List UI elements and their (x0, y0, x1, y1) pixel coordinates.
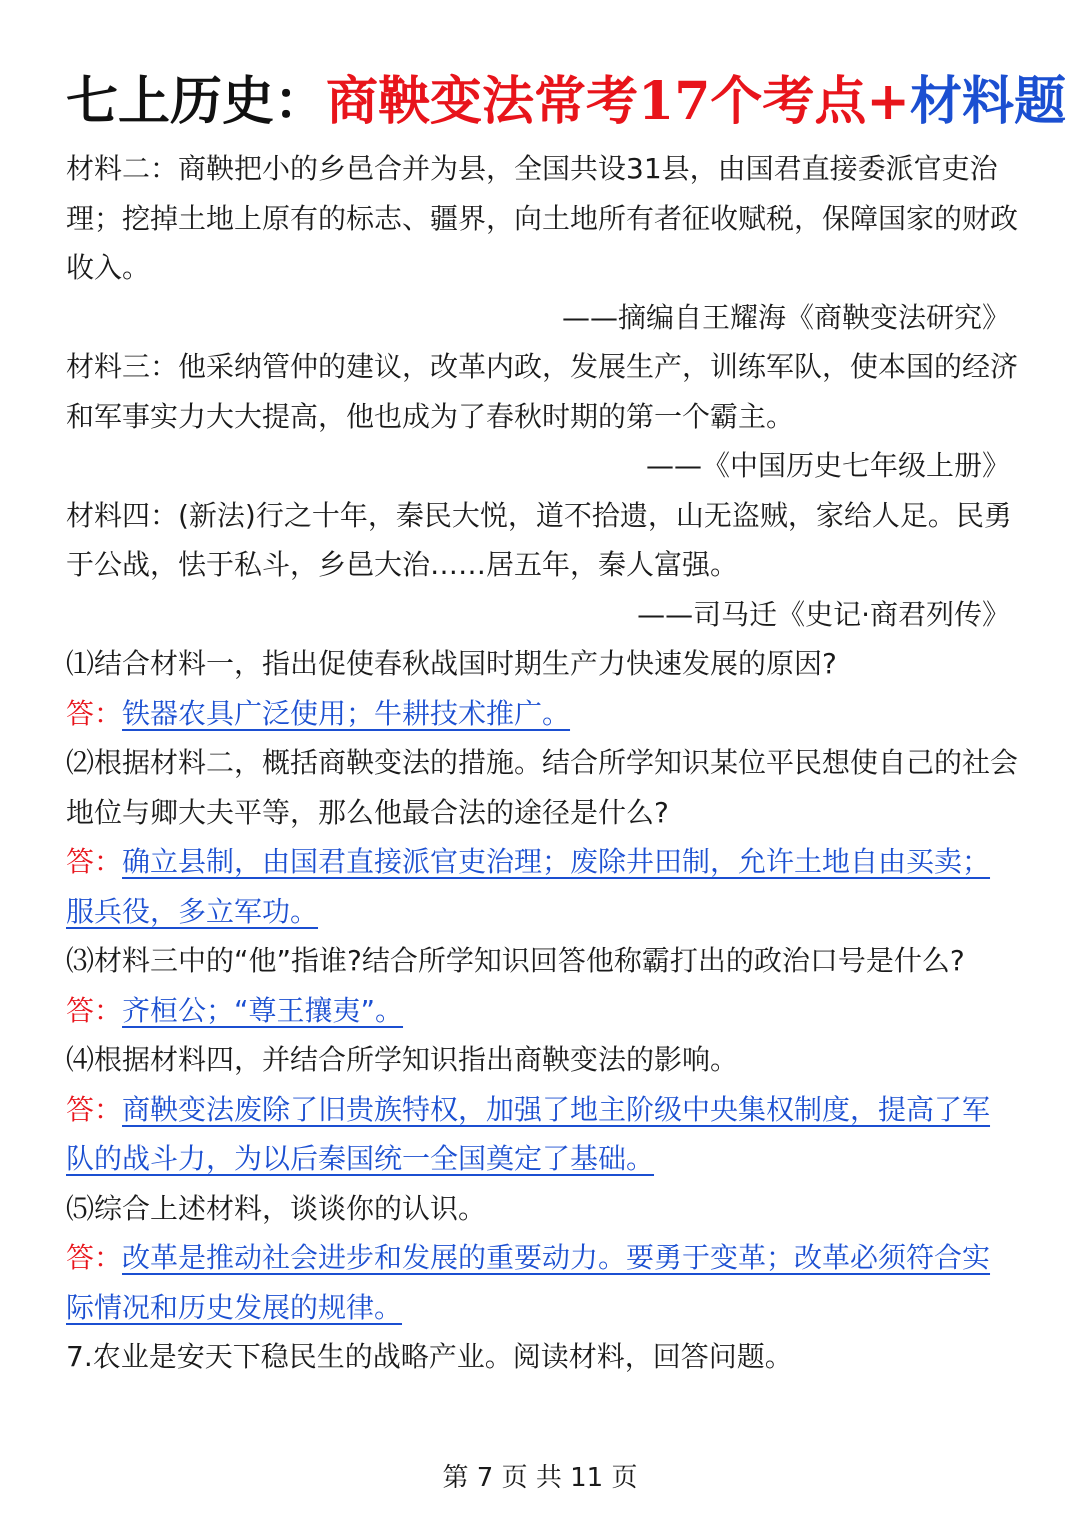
answer (66, 1233, 1018, 1332)
question-text: ⑶材料三中的“他”指谁?结合所学知识回答他称霸打出的政治口号是什么? (66, 944, 965, 977)
material-block-2 (66, 144, 1018, 342)
material-text: 材料四：(新法)行之十年，秦民大悦，道不拾遗，山无盗贼，家给人足。民勇于公战，怯于私斗，乡邑大治……居五年，秦人富强。 (66, 498, 1012, 581)
title-materials: 材料题 (909, 71, 1066, 132)
question-4 (66, 1035, 1018, 1184)
answer-label: 答： (66, 1092, 123, 1126)
answer-text: 确立县制，由国君直接派官吏治理；废除井田制，允许土地自由买卖；服兵役，多立军功。 (66, 845, 991, 928)
page-number-footer: 第 7 页 共 11 页 (442, 1463, 638, 1493)
question-text: ⑸综合上述材料，谈谈你的认识。 (66, 1191, 487, 1225)
material-source: ——摘编自王耀海《商鞅变法研究》 (561, 300, 1010, 334)
title-subject: 七上历史： (66, 71, 327, 132)
answer-text: 改革是推动社会进步和发展的重要动力。要勇于变革；改革必须符合实际情况和历史发展的规律。 (66, 1241, 991, 1324)
answer-label: 答： (66, 993, 123, 1027)
material-text: 材料二：商鞅把小的乡邑合并为县，全国共设31县，由国君直接委派官吏治理；挖掉土地上原有的标志、疆界，向土地所有者征收赋税，保障国家的财政收入。 (66, 152, 1019, 284)
answer (66, 689, 1018, 739)
question-5 (66, 1184, 1018, 1333)
question-3 (66, 936, 1018, 1035)
question-1 (66, 639, 1018, 738)
question-text: ⑷根据材料四，并结合所学知识指出商鞅变法的影响。 (66, 1043, 739, 1076)
question-2 (66, 738, 1018, 936)
answer (66, 837, 1018, 936)
answer (66, 1085, 1018, 1184)
material-text: 材料三：他采纳管仲的建议，改革内政，发展生产，训练军队，使本国的经济和军事实力大大提高，他也成为了春秋时期的第一个霸主。 (66, 350, 1019, 433)
answer-label: 答： (66, 1241, 123, 1274)
answer-label: 答： (66, 845, 123, 878)
material-block-3 (66, 342, 1018, 491)
material-block-4 (66, 491, 1018, 640)
next-question-heading: 7.农业是安天下稳民生的战略产业。阅读材料，回答问题。 (66, 1340, 793, 1373)
material-source: ——《中国历史七年级上册》 (645, 449, 1010, 482)
page-title (66, 70, 1066, 134)
answer-text: 齐桓公；“尊王攘夷”。 (122, 993, 404, 1027)
title-topic: 商鞅变法常考17个考点+ (326, 71, 910, 132)
answer-text: 铁器农具广泛使用；牛耕技术推广。 (122, 696, 571, 730)
material-source: ——司马迁《史记·商君列传》 (637, 597, 1010, 631)
question-text: ⑵根据材料二，概括商鞅变法的措施。结合所学知识某位平民想使自己的社会地位与卿大夫平等，那么他最合法的途径是什么? (66, 746, 1019, 829)
answer-text: 商鞅变法废除了旧贵族特权，加强了地主阶级中央集权制度，提高了军队的战斗力，为以后秦国统一全国奠定了基础。 (66, 1092, 991, 1175)
question-text: ⑴结合材料一，指出促使春秋战国时期生产力快速发展的原因? (66, 647, 837, 680)
answer-label: 答： (66, 696, 123, 730)
answer (66, 986, 1018, 1036)
